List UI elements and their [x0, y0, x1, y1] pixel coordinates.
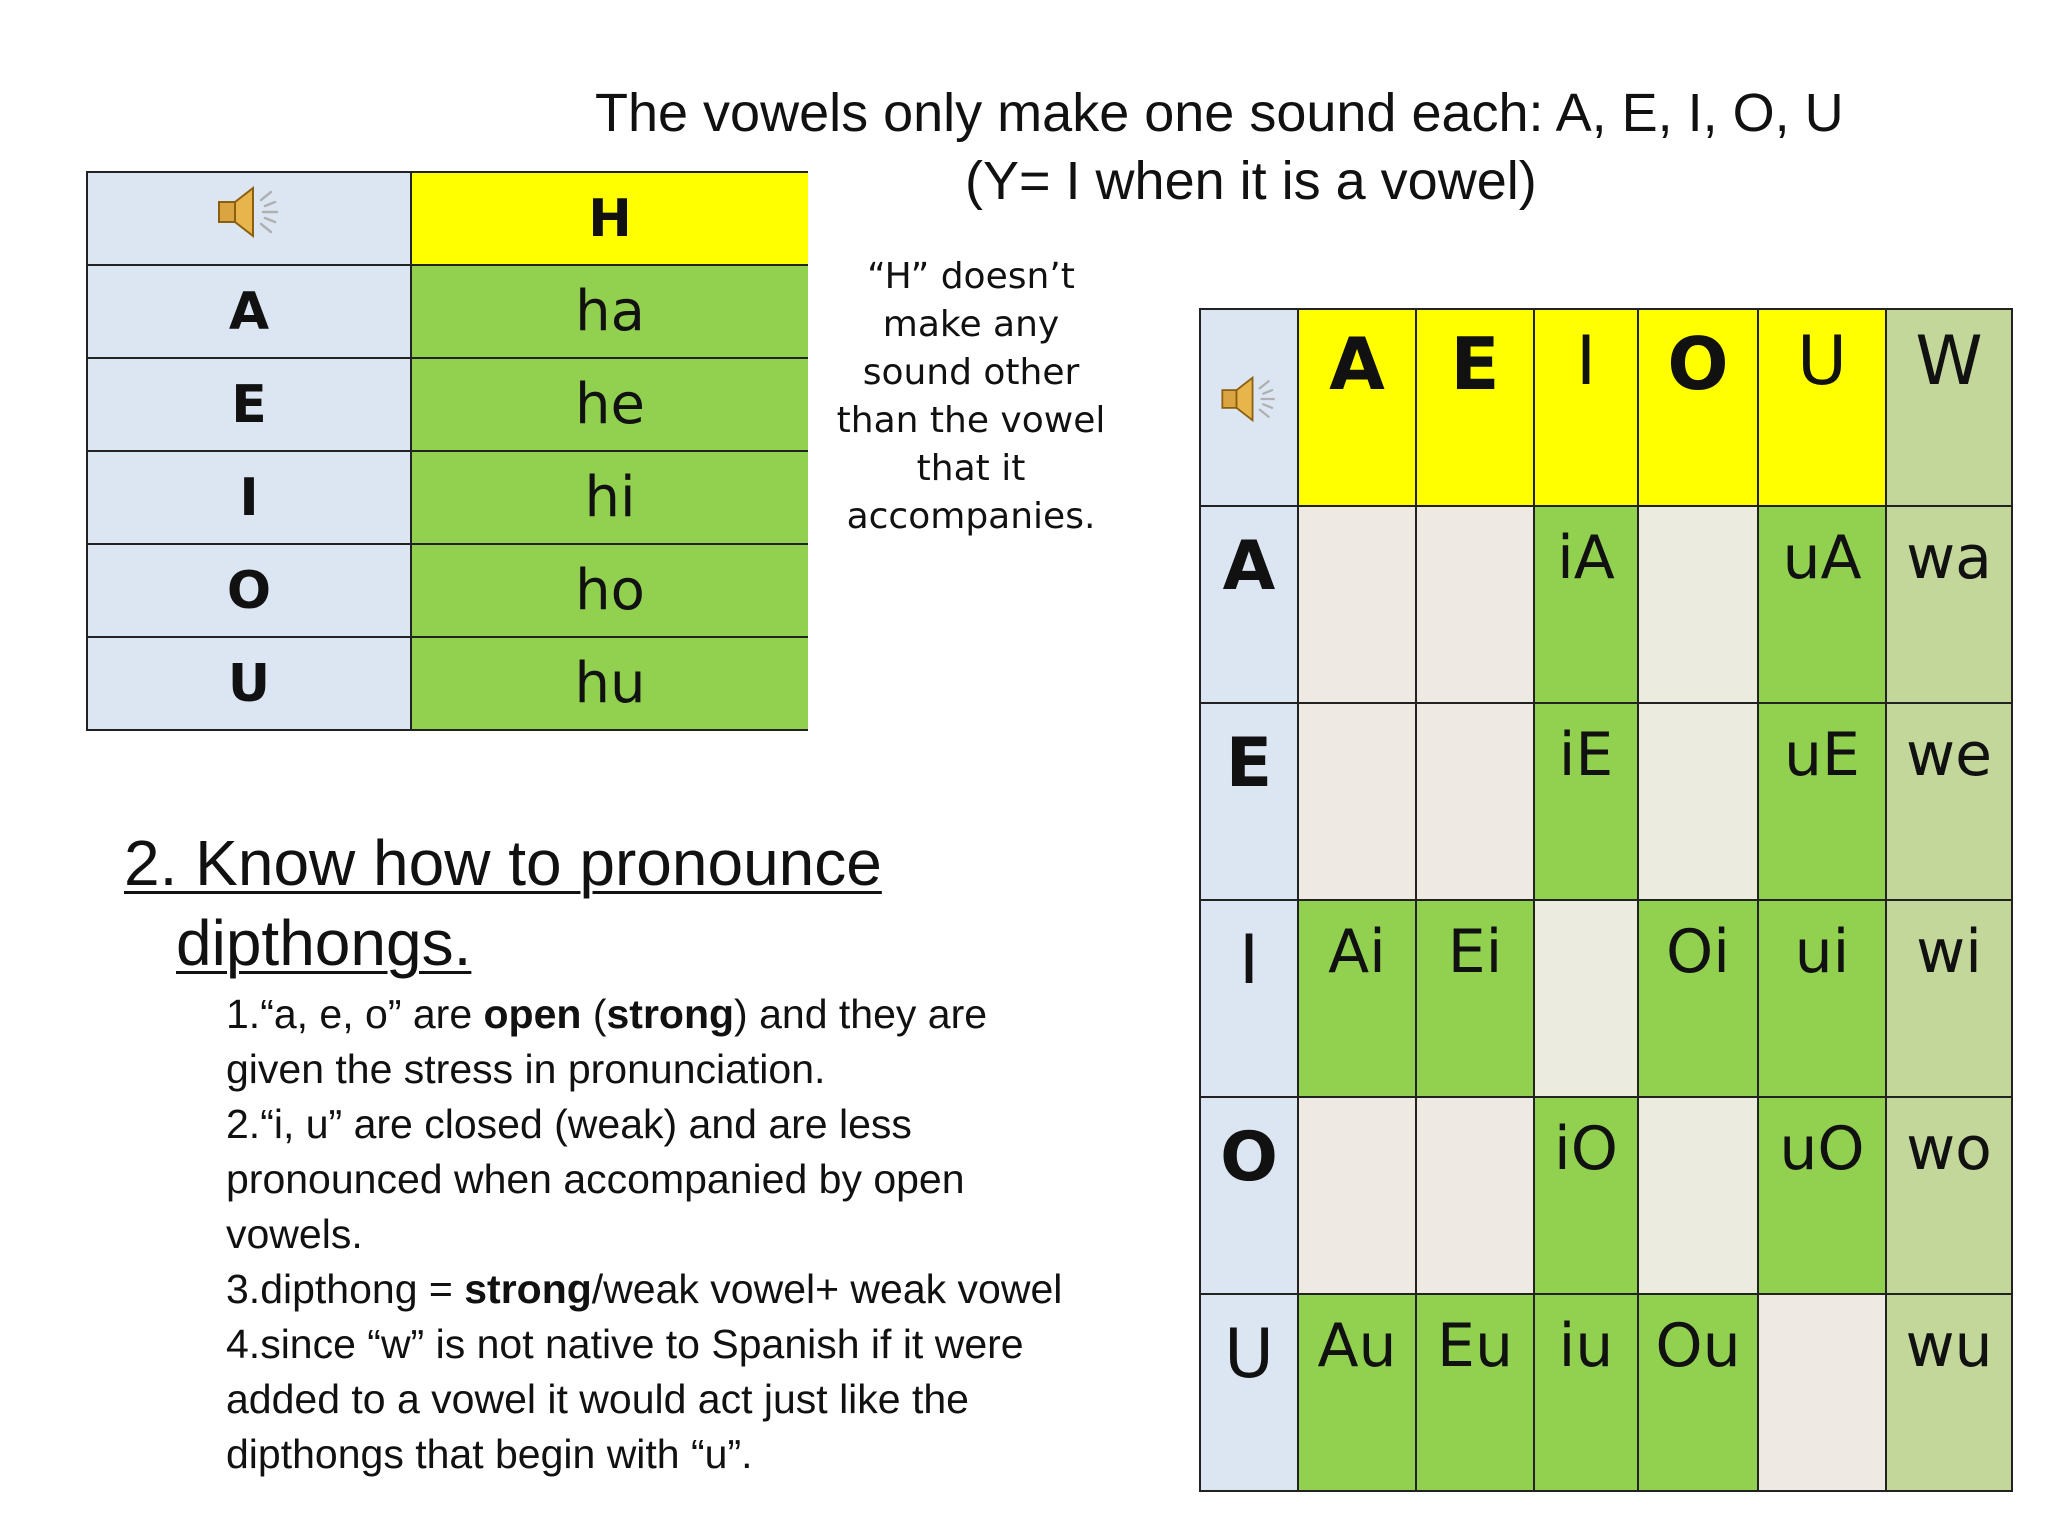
h-table-value: he: [411, 358, 808, 451]
rule-4: 4.since “w” is not native to Spanish if it were: [226, 1321, 1024, 1367]
diphthong-header-row: [1200, 309, 2012, 506]
rule-2-continued: pronounced when accompanied by open: [226, 1156, 965, 1202]
diphthong-cell: uO: [1758, 1097, 1886, 1294]
diphthong-cell: iO: [1534, 1097, 1638, 1294]
diphthong-cell: [1416, 506, 1534, 703]
diphthong-cell: [1298, 1097, 1416, 1294]
page-title-line-1: The vowels only make one sound each: A, E, I, O, U: [595, 83, 1844, 143]
diphthong-cell: [1298, 506, 1416, 703]
h-note-line: make any: [882, 304, 1060, 345]
diphthong-cell: [1298, 703, 1416, 900]
diphthong-cell: [1534, 900, 1638, 1097]
row-header-o: O: [1200, 1097, 1298, 1294]
h-table-value: hu: [411, 637, 808, 730]
diphthong-cell: wo: [1886, 1097, 2012, 1294]
rule-4-continued: dipthongs that begin with “u”.: [226, 1431, 753, 1477]
h-table-value: hi: [411, 451, 808, 544]
h-column-header: H: [411, 172, 808, 265]
diphthong-cell: [1638, 1097, 1758, 1294]
h-table-row: [87, 265, 808, 358]
diphthong-row-i: [1200, 900, 2012, 1097]
diphthong-cell: Au: [1298, 1294, 1416, 1491]
diphthong-cell: Ei: [1416, 900, 1534, 1097]
rule-2-continued: vowels.: [226, 1211, 363, 1257]
diphthong-cell: we: [1886, 703, 2012, 900]
h-table-vowel: I: [87, 451, 411, 544]
h-table-vowel: A: [87, 265, 411, 358]
h-table-row: [87, 451, 808, 544]
diphthong-cell: iA: [1534, 506, 1638, 703]
h-table-value: ho: [411, 544, 808, 637]
h-table-row: [87, 637, 808, 730]
diphthong-row-o: [1200, 1097, 2012, 1294]
rule-1: [226, 987, 1186, 1042]
h-note-line: accompanies.: [846, 496, 1096, 537]
h-note-line: “H” doesn’t: [867, 256, 1075, 297]
row-header-i: I: [1200, 900, 1298, 1097]
h-table: [86, 171, 808, 731]
rule-emphasis: open: [483, 991, 582, 1037]
column-header-i: I: [1534, 309, 1638, 506]
diphthong-cell: Eu: [1416, 1294, 1534, 1491]
rule-4-continued: added to a vowel it would act just like the: [226, 1376, 969, 1422]
rule-emphasis: strong: [606, 991, 735, 1037]
section-heading-line-1: 2. Know how to pronounce: [124, 827, 882, 899]
h-note-line: than the vowel: [836, 400, 1106, 441]
diphthong-cell: [1638, 506, 1758, 703]
h-table-row: [87, 358, 808, 451]
diphthong-cell: uE: [1758, 703, 1886, 900]
h-table-vowel: O: [87, 544, 411, 637]
h-table-speaker-cell[interactable]: [87, 172, 411, 265]
h-table-value: ha: [411, 265, 808, 358]
diphthong-cell: wu: [1886, 1294, 2012, 1491]
diphthong-row-a: [1200, 506, 2012, 703]
diphthong-cell: Ou: [1638, 1294, 1758, 1491]
row-header-u: U: [1200, 1294, 1298, 1491]
rule-3: [226, 1262, 1186, 1317]
diphthong-cell: [1638, 703, 1758, 900]
h-note-line: sound other: [862, 352, 1080, 393]
row-header-e: E: [1200, 703, 1298, 900]
diphthong-cell: uA: [1758, 506, 1886, 703]
h-table-vowel: U: [87, 637, 411, 730]
speaker-icon[interactable]: [1217, 367, 1281, 431]
diphthong-cell: iu: [1534, 1294, 1638, 1491]
diphthong-cell: [1416, 703, 1534, 900]
diphthong-cell: wi: [1886, 900, 2012, 1097]
column-header-e: E: [1416, 309, 1534, 506]
h-table-header-row: [87, 172, 808, 265]
rule-1-continued: given the stress in pronunciation.: [226, 1046, 826, 1092]
rules-list: [226, 987, 1186, 1482]
column-header-a: A: [1298, 309, 1416, 506]
diphthong-cell: iE: [1534, 703, 1638, 900]
diphthong-cell: [1416, 1097, 1534, 1294]
diphthong-cell: Ai: [1298, 900, 1416, 1097]
rule-text: (: [581, 991, 607, 1037]
page-title-line-2: (Y= I when it is a vowel): [965, 151, 1537, 211]
h-note: [826, 253, 1116, 541]
rule-2: 2.“i, u” are closed (weak) and are less: [226, 1101, 912, 1147]
row-header-a: A: [1200, 506, 1298, 703]
diphthong-row-e: [1200, 703, 2012, 900]
diphthong-row-u: [1200, 1294, 2012, 1491]
column-header-u: U: [1758, 309, 1886, 506]
diphthong-cell: [1758, 1294, 1886, 1491]
column-header-w: W: [1886, 309, 2012, 506]
rule-text: ) and they are: [734, 991, 988, 1037]
section-heading-line-2: dipthongs.: [176, 907, 472, 979]
rule-text: 1.“a, e, o” are: [226, 991, 484, 1037]
diphthong-speaker-cell[interactable]: [1200, 309, 1298, 506]
rule-text: 3.dipthong =: [226, 1266, 465, 1312]
h-table-vowel: E: [87, 358, 411, 451]
h-table-row: [87, 544, 808, 637]
diphthong-cell: ui: [1758, 900, 1886, 1097]
diphthong-table: [1199, 308, 2013, 1492]
diphthong-cell: wa: [1886, 506, 2012, 703]
diphthong-cell: Oi: [1638, 900, 1758, 1097]
speaker-icon[interactable]: [213, 180, 285, 244]
rule-text: /weak vowel+ weak vowel: [591, 1266, 1063, 1312]
section-heading: [124, 823, 984, 983]
rule-emphasis: strong: [464, 1266, 592, 1312]
column-header-o: O: [1638, 309, 1758, 506]
h-note-line: that it: [916, 448, 1026, 489]
